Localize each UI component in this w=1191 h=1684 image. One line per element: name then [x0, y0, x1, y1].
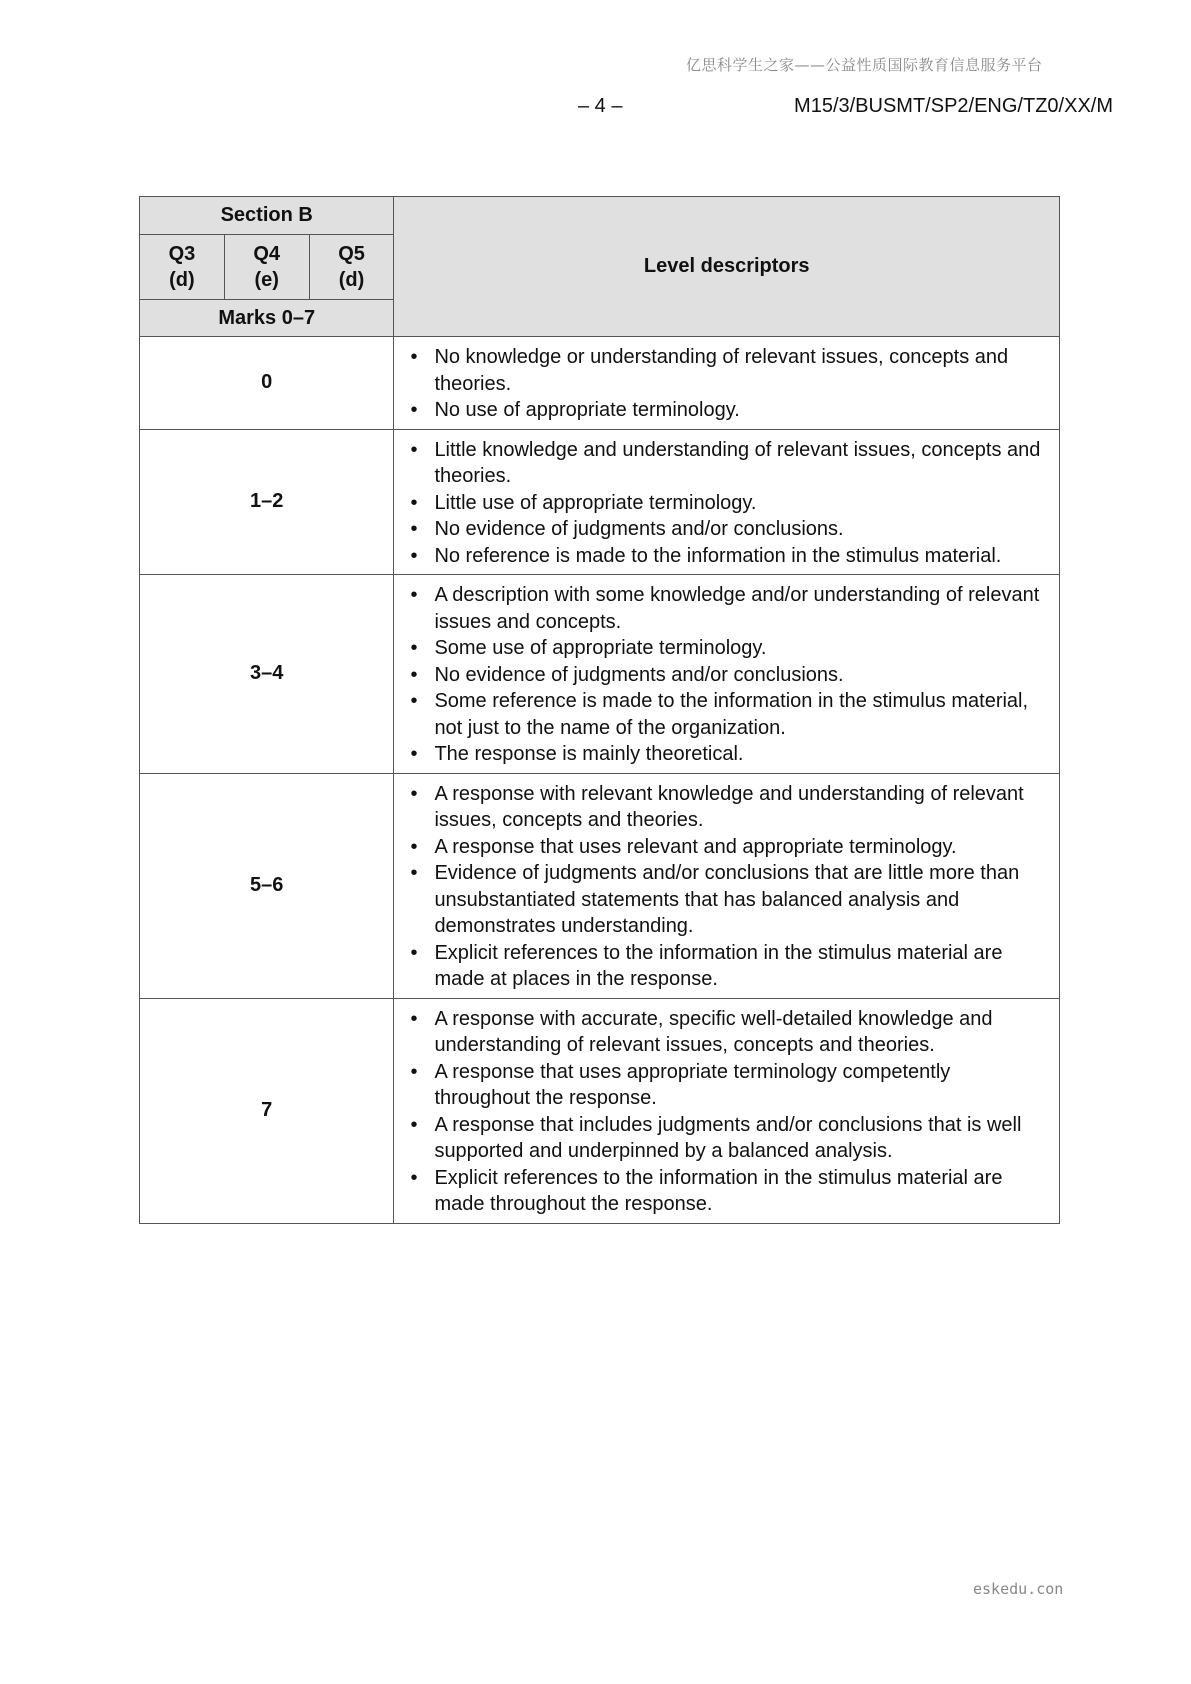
- question-part: (e): [254, 269, 279, 291]
- level-descriptors-header: Level descriptors: [394, 197, 1060, 337]
- descriptor-rows: [140, 337, 1060, 1224]
- descriptor-item: • Some use of appropriate terminology.: [404, 635, 1043, 662]
- table-row: [140, 773, 1060, 998]
- descriptor-item: • Little knowledge and understanding of relevant issues, concepts and theories.: [404, 437, 1043, 490]
- descriptor-item: • No use of appropriate terminology.: [404, 397, 1043, 424]
- descriptor-item: • A response that uses relevant and appropriate terminology.: [404, 834, 1043, 861]
- descriptor-item: • A response with relevant knowledge and understanding of relevant issues, concepts and theories.: [404, 781, 1043, 834]
- descriptor-cell: [394, 337, 1060, 430]
- descriptor-item: • No evidence of judgments and/or conclusions.: [404, 662, 1043, 689]
- descriptor-item: • No reference is made to the information in the stimulus material.: [404, 543, 1043, 570]
- descriptor-cell: [394, 575, 1060, 774]
- descriptor-item: • Little use of appropriate terminology.: [404, 490, 1043, 517]
- descriptor-item: • A response that uses appropriate terminology competently throughout the response.: [404, 1059, 1043, 1112]
- descriptor-list: [404, 1006, 1043, 1218]
- mark-band: 0: [140, 337, 394, 430]
- question-header-q5: [309, 235, 394, 300]
- descriptor-item: • No knowledge or understanding of relevant issues, concepts and theories.: [404, 344, 1043, 397]
- descriptor-item: • A response that includes judgments and/or conclusions that is well supported and underpinned by a balanced analysis.: [404, 1112, 1043, 1165]
- descriptor-list: [404, 781, 1043, 993]
- descriptor-item: • A response with accurate, specific well-detailed knowledge and understanding of relevant issues, concepts and theories.: [404, 1006, 1043, 1059]
- document-code: M15/3/BUSMT/SP2/ENG/TZ0/XX/M: [794, 95, 1113, 117]
- table-row: [140, 998, 1060, 1223]
- question-number: Q4: [253, 243, 281, 265]
- question-number: Q5: [338, 243, 365, 265]
- descriptor-item: • The response is mainly theoretical.: [404, 741, 1043, 768]
- mark-band: 1–2: [140, 429, 394, 575]
- header-watermark: 亿思科学生之家——公益性质国际教育信息服务平台: [686, 56, 1043, 74]
- mark-band: 7: [140, 998, 394, 1223]
- page-number: – 4 –: [578, 95, 623, 117]
- descriptor-item: • A description with some knowledge and/or understanding of relevant issues and concepts.: [404, 582, 1043, 635]
- mark-band: 5–6: [140, 773, 394, 998]
- table-row: [140, 575, 1060, 774]
- descriptor-item: • Explicit references to the information in the stimulus material are made throughout the response.: [404, 1165, 1043, 1218]
- descriptor-item: • Explicit references to the information in the stimulus material are made at places in the response.: [404, 940, 1043, 993]
- descriptor-cell: [394, 429, 1060, 575]
- descriptor-cell: [394, 773, 1060, 998]
- descriptor-list: [404, 437, 1043, 570]
- table-row: [140, 429, 1060, 575]
- mark-band: 3–4: [140, 575, 394, 774]
- descriptor-item: • Some reference is made to the information in the stimulus material, not just to the name of the organization.: [404, 688, 1043, 741]
- markscheme-table: [139, 196, 1060, 1224]
- marks-range-label: Marks 0–7: [140, 300, 394, 337]
- question-header-q4: [224, 235, 309, 300]
- question-number: Q3: [168, 243, 196, 265]
- question-part: (d): [169, 269, 195, 291]
- descriptor-list: [404, 582, 1043, 768]
- question-header-q3: [140, 235, 225, 300]
- footer-watermark: eskedu.con: [973, 1580, 1064, 1598]
- table-row: [140, 337, 1060, 430]
- descriptor-cell: [394, 998, 1060, 1223]
- section-label: Section B: [140, 197, 394, 235]
- descriptor-list: [404, 344, 1043, 424]
- descriptor-item: • Evidence of judgments and/or conclusions that are little more than unsubstantiated statements that has balanced analysis and demonstrates understanding.: [404, 860, 1043, 940]
- descriptor-item: • No evidence of judgments and/or conclusions.: [404, 516, 1043, 543]
- question-part: (d): [338, 269, 365, 291]
